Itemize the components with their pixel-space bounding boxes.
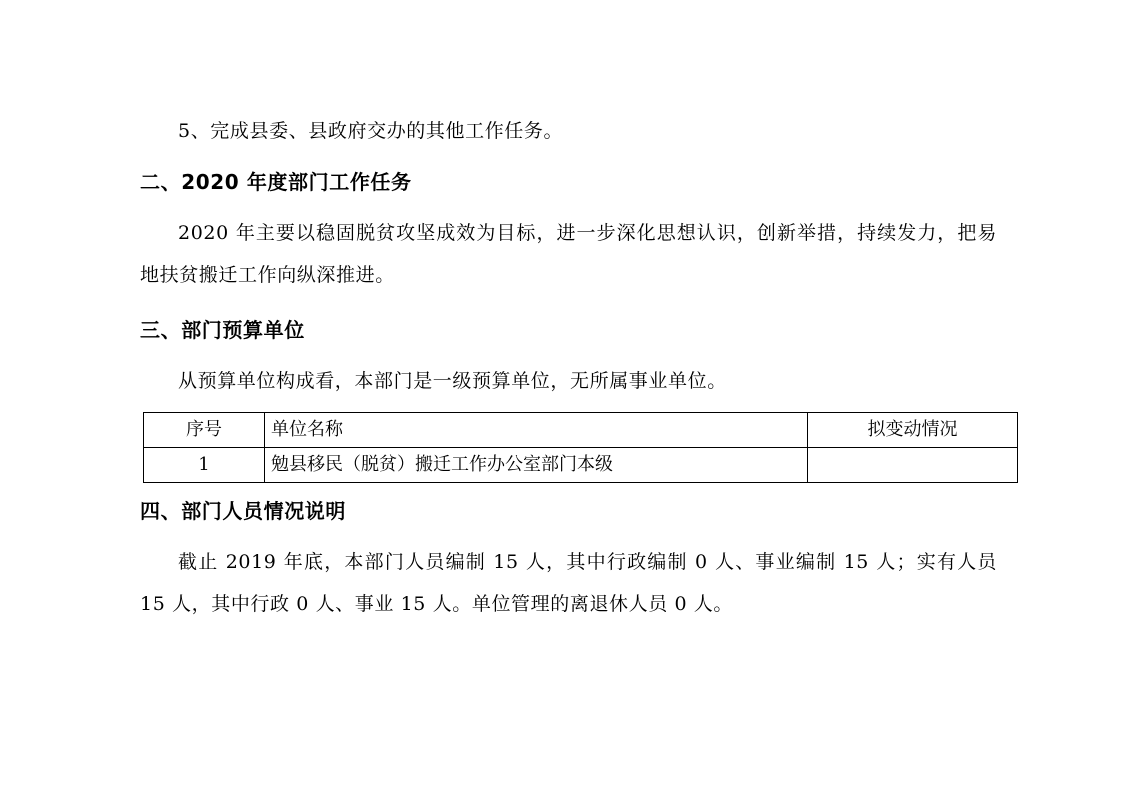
spacer (140, 296, 997, 308)
section-heading-three: 三、部门预算单位 (140, 318, 305, 342)
table-row (144, 448, 1018, 483)
column-header-unit-name: 单位名称 (265, 413, 808, 448)
section-four-body: 截止 2019 年底，本部门人员编制 15 人，其中行政编制 0 人、事业编制 15 人；实有人员 15 人，其中行政 0 人、事业 15 人。单位管理的离退休人员 0 人。 (140, 551, 997, 615)
spacer (140, 352, 997, 360)
spacer (140, 152, 997, 160)
paragraph-item-5: 5、完成县委、县政府交办的其他工作任务。 (178, 120, 564, 142)
table-header-row (144, 413, 1018, 448)
budget-unit-table (143, 412, 1018, 483)
table-body (144, 448, 1018, 483)
section-heading-four: 四、部门人员情况说明 (140, 499, 346, 523)
table-header (144, 413, 1018, 448)
section-heading-two: 二、2020 年度部门工作任务 (140, 170, 412, 194)
section-two-body: 2020 年主要以稳固脱贫攻坚成效为目标，进一步深化思想认识，创新举措，持续发力，把易地扶贫搬迁工作向纵深推进。 (140, 222, 997, 286)
cell-change-status (808, 448, 1018, 483)
spacer (140, 204, 997, 212)
cell-no: 1 (144, 448, 265, 483)
section-three-body: 从预算单位构成看，本部门是一级预算单位，无所属事业单位。 (178, 370, 727, 392)
column-header-change-status: 拟变动情况 (808, 413, 1018, 448)
cell-unit-name: 勉县移民（脱贫）搬迁工作办公室部门本级 (265, 448, 808, 483)
column-header-no: 序号 (144, 413, 265, 448)
spacer (140, 533, 997, 541)
